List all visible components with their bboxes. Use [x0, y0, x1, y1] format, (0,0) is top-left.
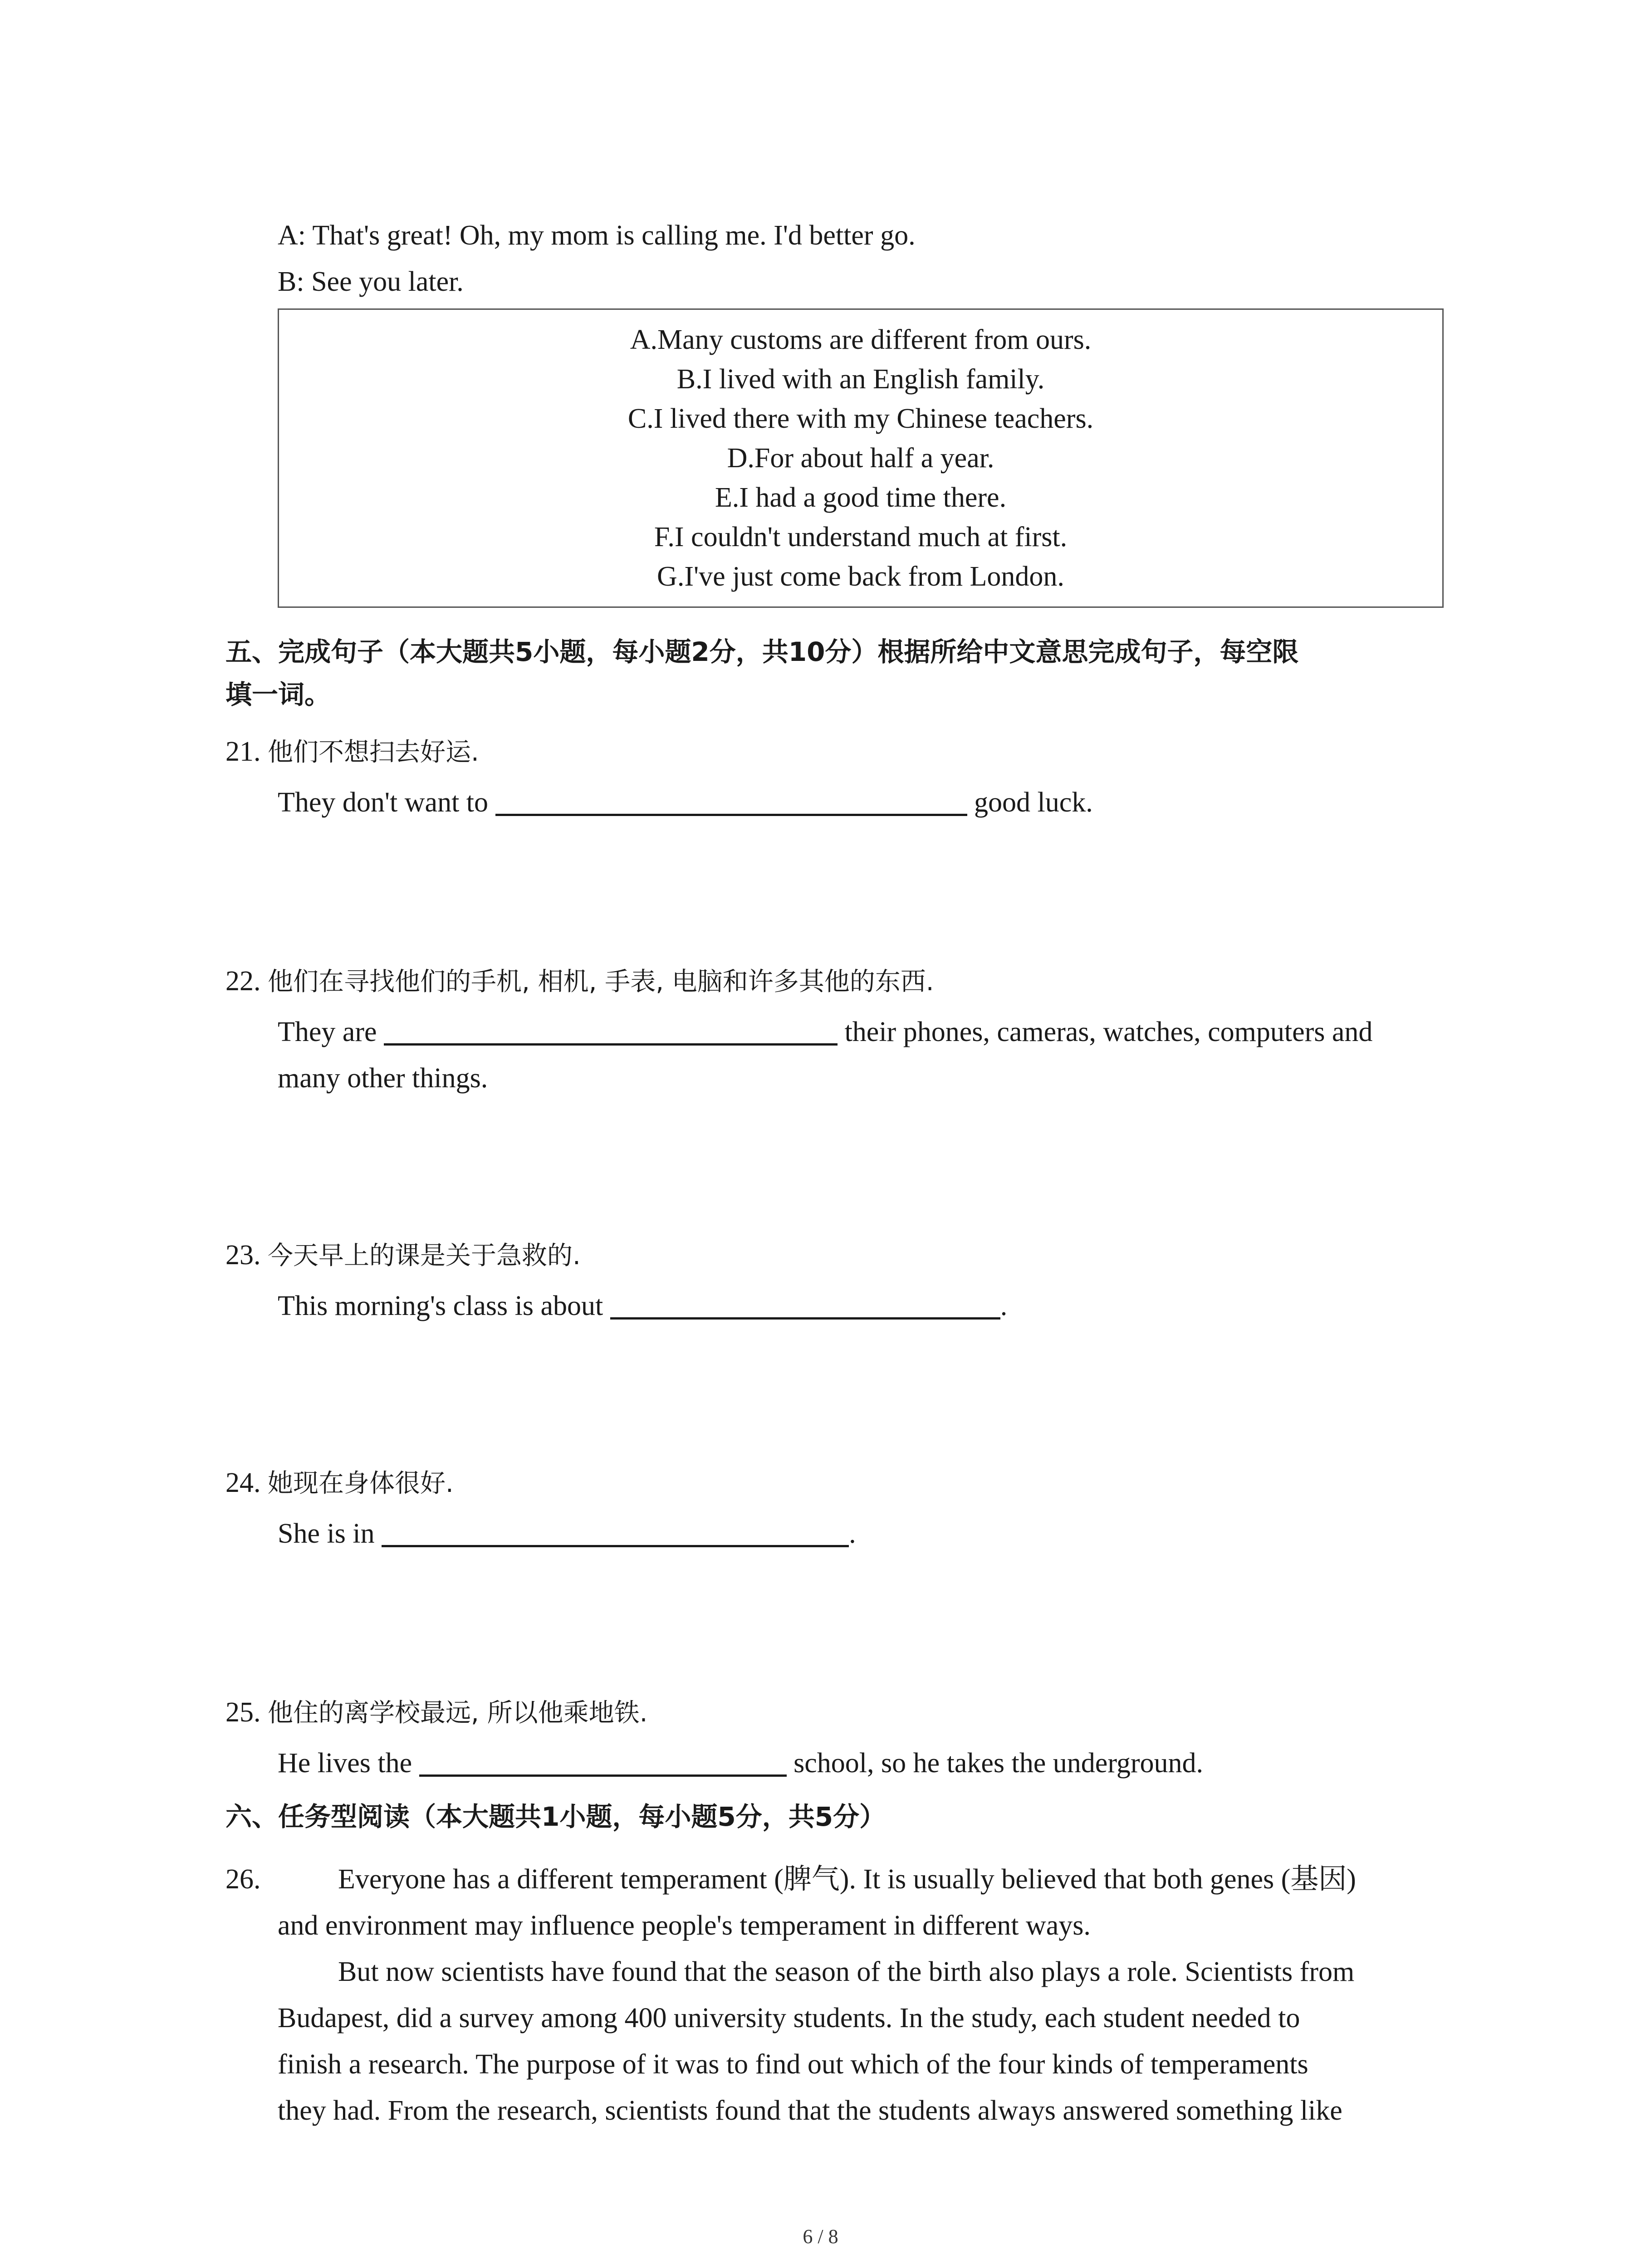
question-21-sentence — [278, 788, 1093, 816]
question-number: 24. — [225, 1467, 261, 1498]
question-23-sentence — [278, 1292, 1007, 1320]
passage-line: they had. From the research, scientists found that the students always answered something like — [278, 2095, 1342, 2126]
question-chinese: 她现在身体很好. — [268, 1469, 454, 1498]
question-22-sentence — [278, 1018, 1372, 1046]
passage-line: Everyone has a different temperament (脾气). It is usually believed that both genes (基因) — [338, 1864, 1356, 1895]
dialogue-line-a: A: That's great! Oh, my mom is calling me. I'd better go. — [278, 220, 916, 251]
sentence-start: They are — [278, 1017, 377, 1047]
question-22-prompt — [225, 967, 934, 995]
question-23-prompt — [225, 1241, 581, 1269]
sentence-end: . — [849, 1518, 856, 1549]
option-d: D.For about half a year. — [727, 443, 994, 474]
section6-heading: 六、任务型阅读（本大题共1小题，每小题5分，共5分） — [225, 1801, 886, 1832]
question-24-prompt — [225, 1469, 454, 1497]
options-box — [278, 308, 1444, 608]
question-25-sentence — [278, 1749, 1203, 1777]
sentence-start: He lives the — [278, 1748, 412, 1779]
option-b: B.I lived with an English family. — [676, 364, 1045, 395]
section5-heading-line1: 五、完成句子（本大题共5小题，每小题2分，共10分）根据所给中文意思完成句子，每空限 — [225, 636, 1299, 667]
question-number: 21. — [225, 736, 261, 767]
question-chinese: 他们不想扫去好运. — [268, 738, 479, 767]
question-25-prompt — [225, 1698, 647, 1726]
answer-blank-22[interactable] — [384, 1019, 838, 1046]
question-26-number: 26. — [225, 1864, 261, 1895]
question-chinese: 他住的离学校最远, 所以他乘地铁. — [268, 1698, 648, 1728]
question-chinese: 今天早上的课是关于急救的. — [268, 1241, 581, 1271]
sentence-start: She is in — [278, 1518, 375, 1549]
passage-line: finish a research. The purpose of it was to find out which of the four kinds of temperaments — [278, 2049, 1308, 2080]
question-number: 23. — [225, 1240, 261, 1271]
question-21-prompt — [225, 738, 479, 766]
option-c: C.I lived there with my Chinese teachers. — [627, 403, 1094, 434]
sentence-start: This morning's class is about — [278, 1290, 603, 1321]
answer-blank-23[interactable] — [610, 1293, 1000, 1320]
question-number: 25. — [225, 1697, 261, 1728]
passage-line: Budapest, did a survey among 400 university students. In the study, each student needed to — [278, 2003, 1300, 2033]
question-number: 22. — [225, 966, 261, 997]
sentence-end: school, so he takes the underground. — [794, 1748, 1203, 1779]
answer-blank-24[interactable] — [382, 1520, 849, 1547]
dialogue-line-b: B: See you later. — [278, 266, 464, 297]
sentence-start: They don't want to — [278, 787, 489, 818]
section5-heading-line2: 填一词。 — [225, 679, 331, 710]
sentence-end: their phones, cameras, watches, computers and — [844, 1017, 1373, 1047]
option-a: A.Many customs are different from ours. — [630, 324, 1092, 355]
page-number: 6 / 8 — [803, 2225, 838, 2248]
answer-blank-21[interactable] — [495, 789, 967, 816]
answer-blank-25[interactable] — [419, 1750, 787, 1777]
question-chinese: 他们在寻找他们的手机, 相机, 手表, 电脑和许多其他的东西. — [268, 967, 934, 997]
sentence-end: . — [1000, 1290, 1008, 1321]
option-g: G.I've just come back from London. — [657, 561, 1064, 592]
option-e: E.I had a good time there. — [715, 482, 1007, 513]
question-22-continuation: many other things. — [278, 1063, 488, 1094]
passage-line: But now scientists have found that the season of the birth also plays a role. Scientists from — [338, 1956, 1355, 1987]
sentence-end: good luck. — [974, 787, 1093, 818]
question-24-sentence — [278, 1520, 856, 1548]
passage-line: and environment may influence people's temperament in different ways. — [278, 1910, 1091, 1941]
option-f: F.I couldn't understand much at first. — [654, 522, 1068, 552]
